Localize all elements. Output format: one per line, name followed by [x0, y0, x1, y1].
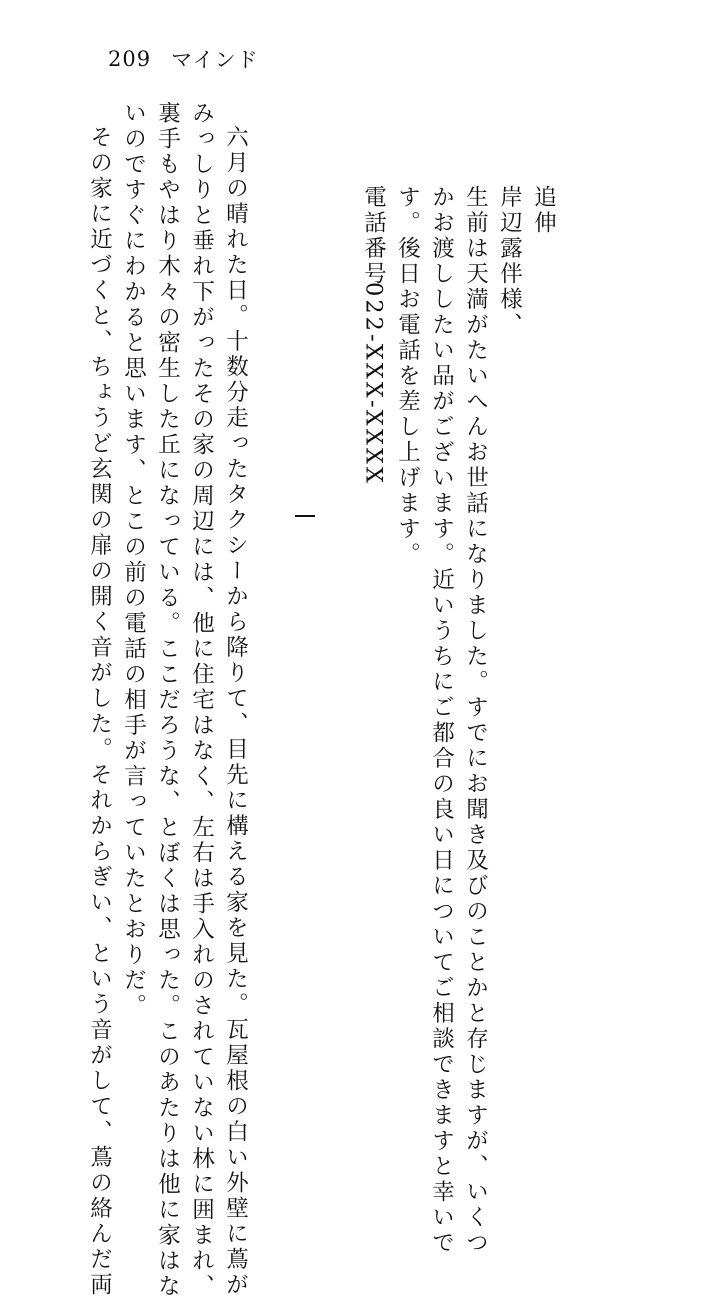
letter-line-2: かお渡ししたい品がございます。近いうちにご都合の良い日についてご相談できますと幸いで [428, 185, 455, 1256]
letter-phone-label: 電話番号 [360, 185, 387, 287]
paragraph-line-4: いのですぐにわかると思います、とこの前の電話の相手が言っていたとおりだ。 [120, 101, 147, 1019]
running-title: マインド [171, 48, 259, 72]
paragraph-line-3: 裏手もやはり木々の密生した丘になっている。ここだろうな、とぼくは思った。このあたりは他に家はな [154, 101, 181, 1300]
letter-phone-number: 022-XXX-XXXX [360, 282, 387, 486]
letter-opening: 追伸 [530, 185, 557, 236]
paragraph-line-5: その家に近づくと、ちょうど玄関の扉の開く音がした。それからぎい、という音がして、蔦の絡んだ両 [86, 125, 113, 1298]
letter-line-3: す。後日お電話を差し上げます。 [394, 185, 421, 568]
letter-line-1: 生前は天満がたいへんお世話になりました。すでにお聞き及びのことかと存じますが、いくつ [462, 185, 489, 1256]
section-mark [295, 515, 315, 517]
letter-salutation: 岸辺露伴様、 [496, 185, 523, 338]
page-header [108, 44, 259, 74]
paragraph-line-1: 六月の晴れた日。十数分走ったタクシーから降りて、目先に構える家を見た。瓦屋根の白い外壁に蔦が [222, 125, 249, 1298]
page-number: 209 [108, 47, 152, 71]
paragraph-line-2: みっしりと垂れ下がったその家の周辺には、他に住宅はなく、左右は手入れのされていない林に囲まれ、 [188, 101, 215, 1300]
